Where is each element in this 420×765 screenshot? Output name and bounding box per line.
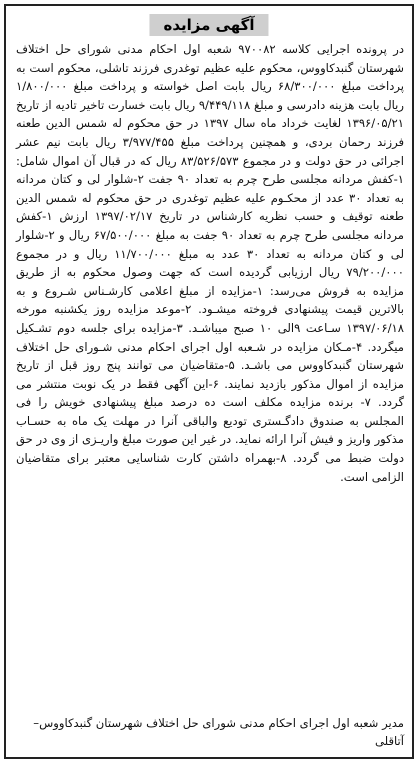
- notice-signature: مدیر شعبه اول اجرای احکام مدنی شورای حل اختلاف شهرستان گنبدکاووس–آتاقلی: [33, 715, 404, 749]
- notice-body-text: در پرونده اجرایی کلاسه ۹۷۰۰۸۲ شعبه اول احکام مدنی شورای حل اختلاف شهرستان گنبدکاووس، محکوم علیه عظیم توغدری فرزند تاشلی، محکوم است به پرداخت مبلغ ۶۸/۳۰۰/۰۰۰ ریال بابت اصل خواسته و پرداخت مبلغ ۱/۸۰۰/۰۰۰ ریال بابت هزینه دادرسی و مبلغ ۹/۴۴۹/۱۱۸ ریال بابت خسارت تاخیر تادیه از تاریخ ۱۳۹۶/۰۵/۲۱ لغایت خرداد ماه سال ۱۳۹۷ در حق محکوم له شمس الدین طعنه فرزند رحمان بردی، و همچنین پرداخت مبلغ ۳/۹۷۷/۴۵۵ ریال بابت نیم عشر اجرائی در حق دولت و در مجموع ۸۳/۵۲۶/۵۷۳ ریال که در قبال آن اموال شامل: ۱-کفش مردانه مجلسی طرح چرم به تعداد ۹۰ جفت ۲-شلوار لی و کتان مردانه به تعداد ۳۰ عدد از محکـوم علیه عظیم توغدری در حق محکوم له شمس الدین طعنه توقیف و حسب نظریه کارشناس در تاریخ ۱۳۹۷/۰۲/۱۷ ارزش ۱-کفش مردانه مجلسی طرح چرم به تعداد ۹۰ جفت به مبلغ ۶۷/۵۰۰/۰۰۰ ریال و ۲-شلوار لی و کتان مردانه به تعداد ۳۰ عدد به مبلغ ۱۱/۷۰۰/۰۰۰ ریال و در مجموع ۷۹/۲۰۰/۰۰۰ ریال ارزیابی گردیده است که جهت وصول محکوم به از طریق مزایده به فروش می‌رسد: ۱-مزایده از مبلغ اعلامی کارشـناس شـروع و به بالاترین قیمت پیشنهادی فروخته میشـود. ۲-موعد مزایده روز یکشنبه مورخه ۱۳۹۷/۰۶/۱۸ سـاعت ۹الی ۱۰ صبح میباشـد. ۳-مزایده برای جلسه دوم تشـکیل میگردد. ۴-مـکان مزایده در شـعبه اول اجرای احکام مدنی شـورای حل اختلاف شهرستان گنبدکاووس می باشـد. ۵-متقاضیان می توانند پنج روز قبل از تاریخ مزایده از اموال مذکور بازدید نمایند. ۶-این آگهی فقط در یک نوبت منتشر می گردد. ۷- برنده مزایده مکلف است ده درصد مبلغ پیشنهادی خویش را فی المجلس به صندوق دادگـستری تودیع والباقی آنرا در مهلت یک ماه به حسـاب مذکور واریز و فیش آنرا ارائه نماید. در غیر این صورت مبلغ واریـزی از وی در حق دولت ضبط می گردد. ۸-بهمراه داشتن کارت شناسایی معتبر برای متقاضیان الزامی است.: [16, 42, 405, 484]
- notice-frame: [4, 4, 414, 759]
- notice-body: [16, 40, 404, 486]
- notice-title: آگهی مزایده: [149, 14, 268, 36]
